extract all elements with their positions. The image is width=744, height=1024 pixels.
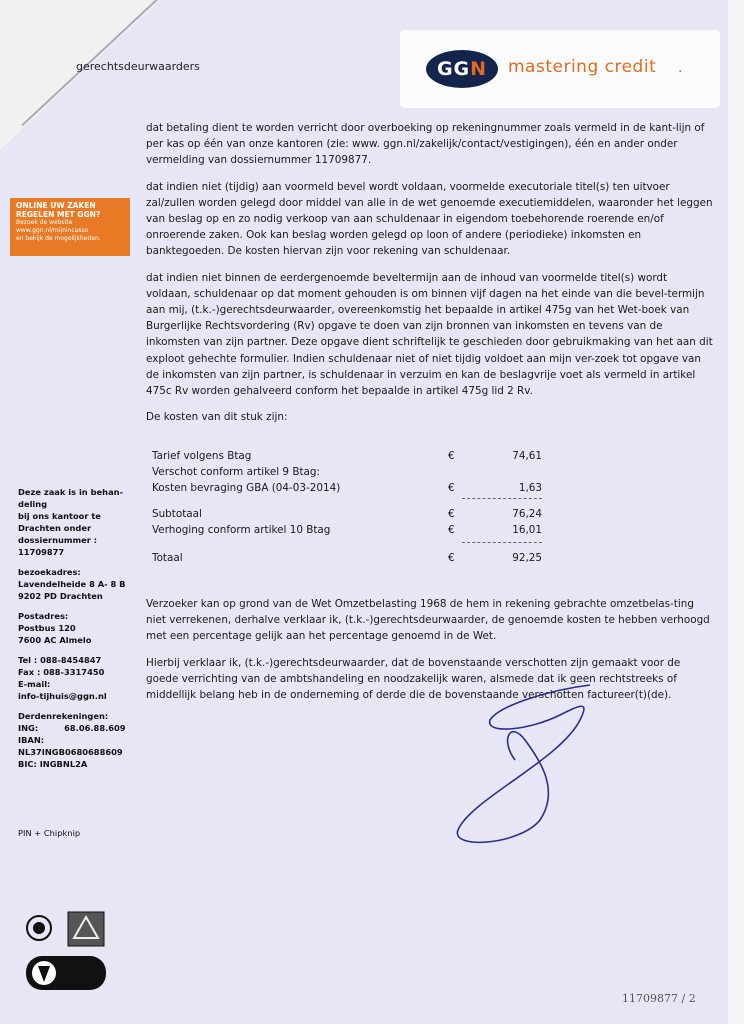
office-sidebar (18, 486, 133, 778)
dashed-divider (462, 498, 542, 499)
logo-tagline: mastering credit (508, 57, 657, 77)
bank-info: Derdenrekeningen: ING: 68.06.88.609 IBAN: NL37INGB0680688609 BIC: INGBNL2A (18, 711, 126, 769)
visit-address: bezoekadres: Lavendelheide 8 A- 8 B 9202 PD Drachten (18, 567, 126, 601)
promo-title-line1: ONLINE UW ZAKEN (16, 201, 96, 210)
page-number: 11709877 / 2 (622, 992, 696, 1005)
case-info: Deze zaak is in behan- deling bij ons kantoor te Drachten onder dossiernummer : 11709877 (18, 487, 124, 557)
folded-corner (0, 0, 160, 150)
costs-table (152, 448, 542, 566)
paragraph-costs-intro: De kosten van dit stuk zijn: (146, 411, 288, 424)
cost-row-totaal: Totaal € 92,25 (152, 552, 542, 564)
scan-margin (728, 0, 744, 1024)
cost-row-subtotaal: Subtotaal € 76,24 (152, 508, 542, 520)
promo-title-line2: REGELEN MET GGN? (16, 210, 101, 219)
promo-sub-line2: www.ggn.nl/mijnincasso (16, 227, 89, 234)
cost-row-verhoging: Verhoging conform artikel 10 Btag € 16,01 (152, 524, 542, 536)
postal-address: Postadres: Postbus 120 7600 AC Almelo (18, 611, 92, 645)
promo-sub-line1: Bezoek de website (16, 219, 73, 226)
ggn-logo (400, 30, 720, 108)
payment-methods: PIN + Chipknip (18, 828, 81, 838)
paragraph-declaration: Hierbij verklaar ik, (t.k.-)gerechtsdeurwaarder, dat de bovenstaande verschotten zijn gemaakt voor de goede verrichting van de ambtshandeling en noodzakelijk waren, alsmede dat ik geen rechtstreeks of middellijk belang heb in de onderneming of derde die de bovenstaande verschotten factureer(t)(de). (146, 656, 681, 702)
certification-logos (24, 906, 114, 996)
signature (440, 680, 640, 850)
paragraph-vat: Verzoeker kan op grond van de Wet Omzetbelasting 1968 de hem in rekening gebrachte omzetbelas-ting niet verrekenen, derhalve verklaar ik, (t.k.-)gerechtsdeurwaarder, de genoemde kosten te hebben verhoogd met een percentage gelijk aan het percentage genoemd in de Wet. (146, 598, 710, 643)
cost-row-tarief: Tarief volgens Btag € 74,61 (152, 450, 542, 462)
dashed-divider (462, 542, 542, 543)
paragraph-payment: dat betaling dient te worden verricht door overboeking op rekeningnummer zoals vermeld in de kant-lijn of per kas op één van onze kantoren (zie: www. ggn.nl/zakelijk/contact/vestigingen), één en ander onder vermelding van dossiernummer 11709877. (146, 122, 705, 167)
online-promo-box (10, 198, 130, 256)
promo-sub-line3: en bekijk de mogelijkheden. (16, 235, 101, 242)
ggn-logo-mark: GGN (426, 50, 498, 88)
contact-info: Tel : 088-8454847 Fax : 088-3317450 E-mail: info-tijhuis@ggn.nl (18, 655, 107, 701)
paragraph-income-statement: dat indien niet binnen de eerdergenoemde beveltermijn aan de inhoud van voormelde titel(s) wordt voldaan, schuldenaar op dat moment gehouden is om binnen vijf dagen na het einde van die bevel-termijn aan mij, (t.k.-)gerechtsdeurwaarder, overeenkomstig het bepaalde in artikel 475g van het Wet-boek van Burgerlijke Rechtsvordering (Rv) opgave te doen van zijn bronnen van inkomsten en tevens van de inkomsten van zijn partner. Deze opgave dient schriftelijk te geschieden door gebruikmaking van het aan dit exploot gehechte formulier. Indien schuldenaar niet of niet tijdig voldoet aan mijn ver-zoek tot opgave van de inkomsten van zijn partner, is schuldenaar in verzuim en kan de beslagvrije voet als vermeld in artikel 475c Rv worden gehalveerd conform het bepaalde in artikel 475g lid 2 Rv. (146, 271, 713, 398)
logo-dot: . (678, 60, 683, 76)
paragraph-execution: dat indien niet (tijdig) aan voormeld bevel wordt voldaan, voormelde executoriale titel(s) ten uitvoer zal/zullen worden gelegd door middel van alle in de wet genoemde executiemiddelen, waaronder het leggen van beslag op en zo nodig verkoop van aan schuldenaar in eigendom toebehorende roerende en/of onroerende zaken. Ook kan beslag worden gelegd op loon of andere (periodieke) inkomsten en banktegoeden. De kosten hiervan zijn voor rekening van schuldenaar. (146, 180, 713, 258)
company-header: gerechtsdeurwaarders (76, 60, 200, 73)
letter-body (146, 120, 714, 435)
cost-row-gba: Kosten bevraging GBA (04-03-2014) € 1,63 (152, 482, 542, 494)
cost-row-verschot: Verschot conform artikel 9 Btag: (152, 466, 321, 478)
